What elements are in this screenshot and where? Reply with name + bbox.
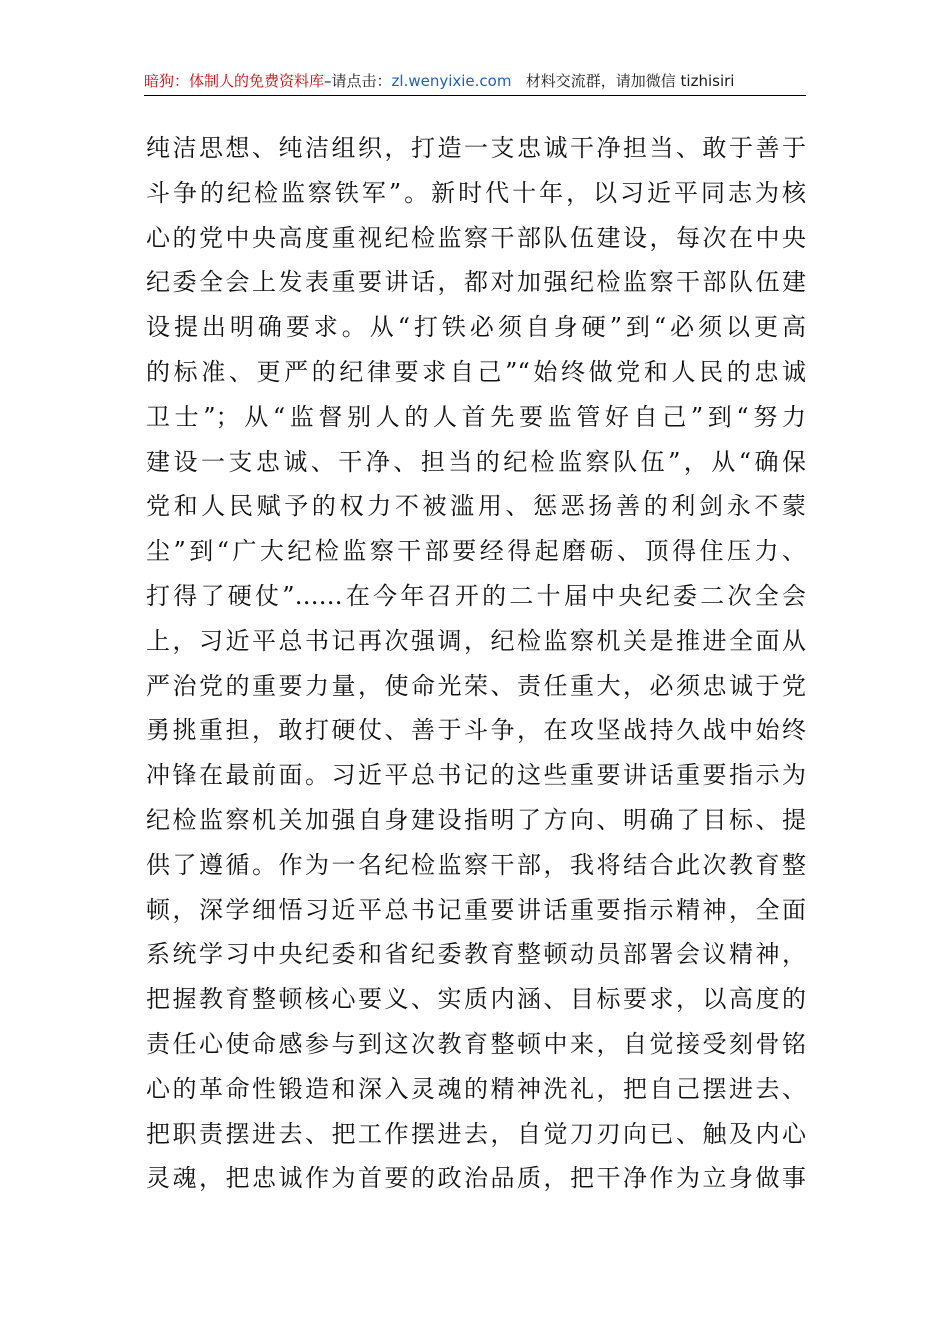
- header-wechat-note: 材料交流群，请加微信 tizhisiri: [525, 72, 735, 90]
- body-line: 冲锋在最前面。习近平总书记的这些重要讲话重要指示为: [146, 761, 806, 790]
- document-body: [146, 126, 806, 1201]
- body-line: 建设一支忠诚、干净、担当的纪检监察队伍”，从“确保: [146, 447, 806, 476]
- body-line: 纪检监察机关加强自身建设指明了方向、明确了目标、提: [146, 805, 806, 834]
- body-line: 斗争的纪检监察铁军”。新时代十年，以习近平同志为核: [146, 178, 806, 207]
- document-header: [144, 68, 806, 94]
- body-line: 党和人民赋予的权力不被滥用、惩恶扬善的利剑永不蒙: [146, 492, 806, 521]
- body-line: 勇挑重担，敢打硬仗、善于斗争，在攻坚战持久战中始终: [146, 716, 806, 745]
- header-click-prompt: –请点击：: [324, 72, 392, 90]
- body-line: 严治党的重要力量，使命光荣、责任重大，必须忠诚于党: [146, 671, 806, 700]
- body-line: 设提出明确要求。从“打铁必须自身硬”到“必须以更高: [146, 313, 806, 342]
- header-url-link[interactable]: zl.wenyixie.com: [391, 72, 512, 90]
- body-line: 灵魂，把忠诚作为首要的政治品质，把干净作为立身做事: [146, 1164, 806, 1193]
- body-line: 心的党中央高度重视纪检监察干部队伍建设，每次在中央: [146, 223, 806, 252]
- body-line: 心的革命性锻造和深入灵魂的精神洗礼，把自己摆进去、: [146, 1074, 806, 1103]
- body-line: 把握教育整顿核心要义、实质内涵、目标要求，以高度的: [146, 985, 806, 1014]
- body-line: 的标准、更严的纪律要求自己”“始终做党和人民的忠诚: [146, 357, 806, 386]
- body-line: 系统学习中央纪委和省纪委教育整顿动员部署会议精神，: [146, 940, 806, 969]
- body-line: 纪委全会上发表重要讲话，都对加强纪检监察干部队伍建: [146, 268, 806, 297]
- body-line: 卫士”；从“监督别人的人首先要监管好自己”到“努力: [146, 402, 806, 431]
- body-line: 打得了硬仗”……在今年召开的二十届中央纪委二次全会: [146, 581, 806, 610]
- body-line: 供了遵循。作为一名纪检监察干部，我将结合此次教育整: [146, 850, 806, 879]
- body-line: 责任心使命感参与到这次教育整顿中来，自觉接受刻骨铭: [146, 1029, 806, 1058]
- header-site-name[interactable]: 暗狗：体制人的免费资料库: [144, 72, 325, 90]
- body-line: 纯洁思想、纯洁组织，打造一支忠诚干净担当、敢于善于: [146, 134, 806, 162]
- body-line: 上，习近平总书记再次强调，纪检监察机关是推进全面从: [146, 626, 806, 655]
- body-line: 尘”到“广大纪检监察干部要经得起磨砺、顶得住压力、: [146, 537, 806, 566]
- body-line: 顿，深学细悟习近平总书记重要讲话重要指示精神，全面: [146, 895, 806, 924]
- body-line: 把职责摆进去、把工作摆进去，自觉刀刃向已、触及内心: [146, 1119, 806, 1148]
- header-divider: [144, 95, 806, 96]
